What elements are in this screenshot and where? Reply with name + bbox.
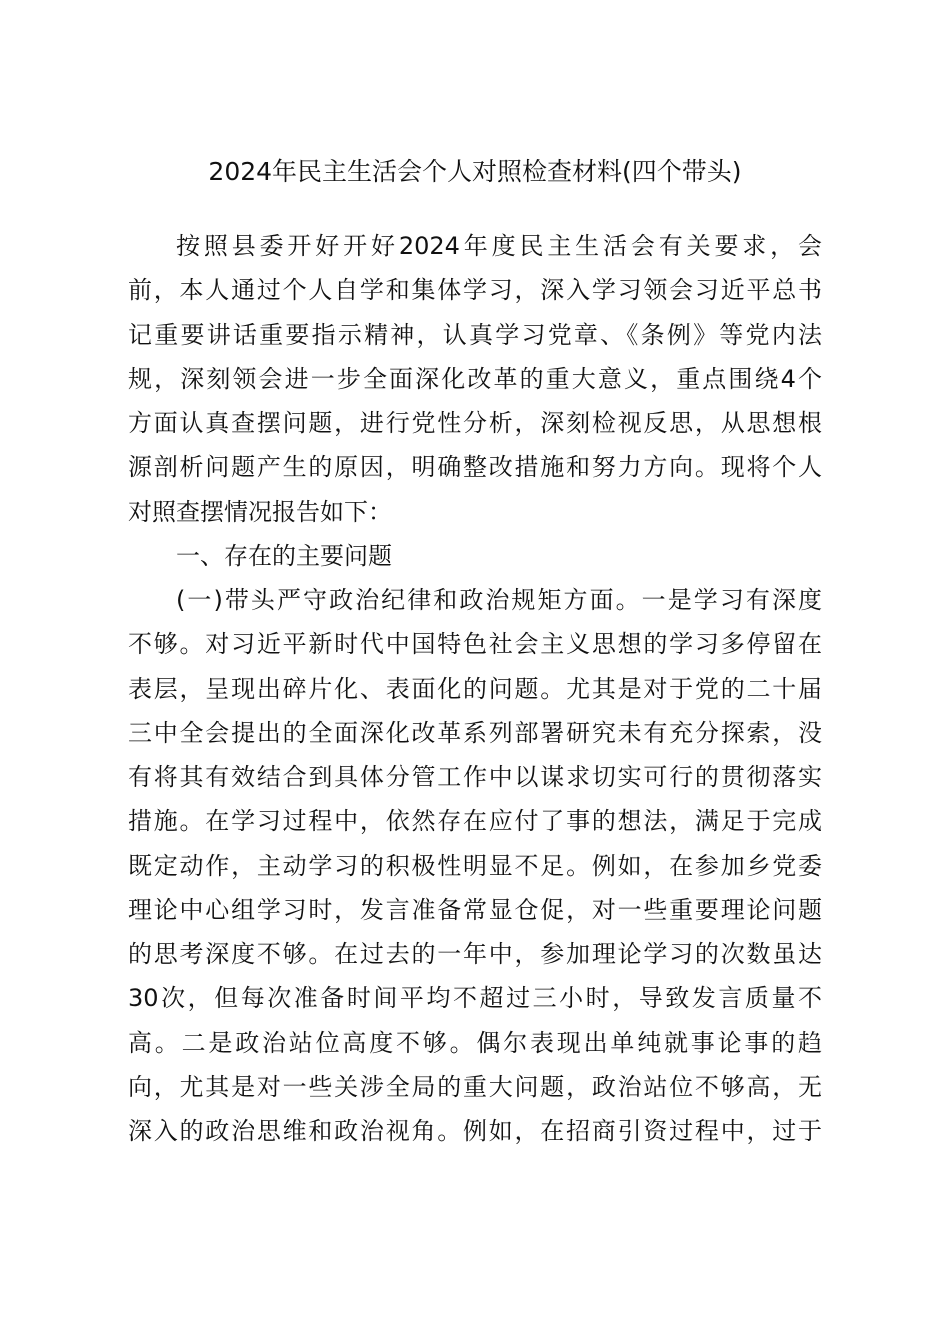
paragraph-line: 三中全会提出的全面深化改革系列部署研究未有充分探索，没: [128, 718, 822, 747]
paragraph-line: (一)带头严守政治纪律和政治规矩方面。一是学习有深度: [176, 586, 822, 614]
paragraph-line: 按照县委开好开好2024年度民主生活会有关要求，会: [176, 232, 822, 260]
paragraph-line: 规，深刻领会进一步全面深化改革的重大意义，重点围绕4个: [128, 364, 822, 393]
paragraph-line: 既定动作，主动学习的积极性明显不足。例如，在参加乡党委: [128, 851, 822, 880]
paragraph-line: 表层，呈现出碎片化、表面化的问题。尤其是对于党的二十届: [128, 674, 822, 703]
paragraph-line: 对照查摆情况报告如下：: [128, 497, 392, 526]
paragraph-line: 源剖析问题产生的原因，明确整改措施和努力方向。现将个人: [128, 453, 822, 482]
paragraph-line: 高。二是政治站位高度不够。偶尔表现出单纯就事论事的趋: [128, 1028, 822, 1057]
document-body: [128, 224, 822, 1153]
paragraph-line: 记重要讲话重要指示精神，认真学习党章、《条例》等党内法: [128, 320, 822, 349]
paragraph-line: 方面认真查摆问题，进行党性分析，深刻检视反思，从思想根: [128, 409, 822, 437]
paragraph-line: 一、存在的主要问题: [176, 541, 392, 570]
paragraph-line: 理论中心组学习时，发言准备常显仓促，对一些重要理论问题: [128, 895, 822, 924]
paragraph-line: 向，尤其是对一些关涉全局的重大问题，政治站位不够高，无: [128, 1072, 822, 1101]
paragraph-line: 有将其有效结合到具体分管工作中以谋求切实可行的贯彻落实: [128, 763, 822, 791]
paragraph-line: 措施。在学习过程中，依然存在应付了事的想法，满足于完成: [128, 807, 822, 836]
paragraph-line: 不够。对习近平新时代中国特色社会主义思想的学习多停留在: [128, 630, 822, 659]
paragraph-line: 前，本人通过个人自学和集体学习，深入学习领会习近平总书: [128, 276, 822, 305]
document-title: 2024年民主生活会个人对照检查材料(四个带头): [208, 157, 742, 186]
paragraph-line: 的思考深度不够。在过去的一年中，参加理论学习的次数虽达: [128, 940, 822, 968]
paragraph-line: 深入的政治思维和政治视角。例如，在招商引资过程中，过于: [128, 1117, 822, 1145]
paragraph-line: 30次，但每次准备时间平均不超过三小时，导致发言质量不: [128, 984, 822, 1013]
